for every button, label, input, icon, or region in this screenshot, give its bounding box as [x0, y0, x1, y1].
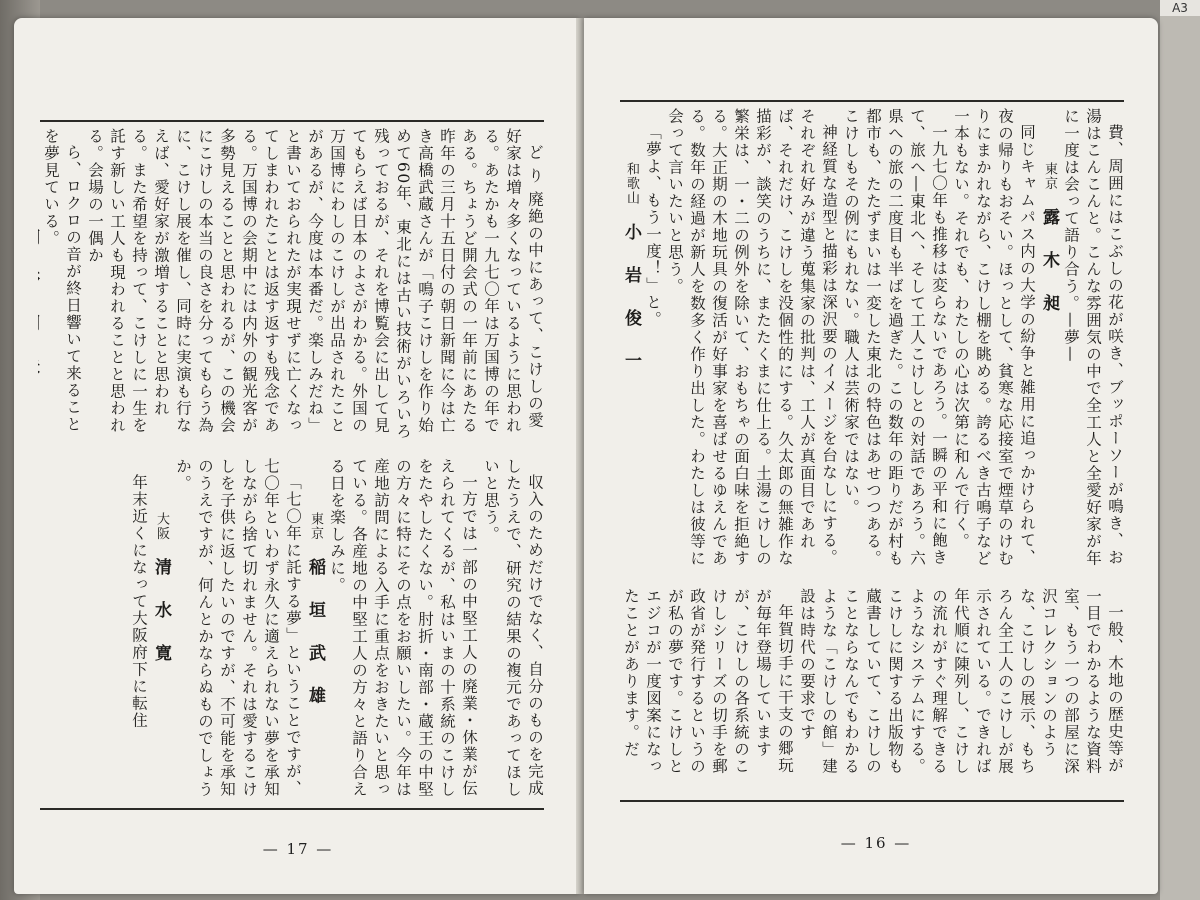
essay-paragraph: 一方では一部の中堅工人の廃業・休業が伝えられてくるが、私はいまの十系統のこけしをたやしたくない。肘折・南部・蔵王の中堅の方々に特にその点をお願いしたい。今年は産地訪問による入手に重点をおきたいと思っている。各産地の中堅工人の方々と語り合える日を楽しみに。 [328, 458, 478, 798]
author-name [38, 211, 39, 384]
right-page-text-lower [620, 588, 1126, 788]
author-name: 露 木 昶 [1039, 208, 1059, 322]
essay-paragraph: 費、周囲にはこぶしの花が咲き、ブッポーソーが鳴き、お湯はこんこんと。こんな雰囲気の中で全工人と全愛好家が年に一度は会って語り合う。—夢— [1062, 108, 1124, 567]
author-place: 東京 [308, 512, 323, 542]
author-place: 大阪 [154, 512, 169, 542]
essay-paragraph: 年末近くになって大阪府下に転住 [130, 473, 148, 729]
author-byline [150, 458, 172, 798]
left-page-top-rule [40, 120, 544, 122]
left-page-bottom-rule [40, 808, 544, 810]
right-page-top-rule [620, 100, 1124, 102]
page-number-16: — 16 — [840, 834, 912, 852]
essay-paragraph: 「夢よ、もう一度！」と。 [644, 123, 662, 328]
essay-paragraph: 同じキャムパス内の大学の紛争と雑用に追っかけられて、夜の帰りもおそい。ほっとして、貧寒な応接室で煙草のけむりにまかれながら、こけし棚を眺める。誇るべき古鳴子など一本もない。それでも、わたしの心は次第に和んで行く。 [952, 108, 1036, 567]
essay-paragraph: 神経質な造型と描彩は深沢要のイメージを台なしにする。それぞれ好みが違う蒐集家の批判は、工人が真面目であれば、それだけ、こけしを没個性的にする。久太郎の無雑作な描彩が、談笑のうちに、またたくまに仕上る。土湯こけしの繁栄は、一・二の例外を除いて、おもちゃの面白味を拒絶する。大正期の木地玩具の復活が好事家を喜ばせるゆえんである。数年の経過が新人を数多く作り出した。わたしは彼等に会って言いたいと思う。 [666, 108, 838, 567]
author-name: 稲 垣 武 雄 [305, 558, 325, 715]
desk-background-right [1160, 0, 1200, 900]
right-page [584, 18, 1158, 894]
left-page-text-upper [38, 128, 546, 444]
author-place: 東京 [1042, 162, 1057, 192]
author-name: 小 岩 俊 一 [621, 222, 641, 379]
page-number-17: — 17 — [262, 840, 334, 858]
author-name: 清 水 寛 [151, 558, 171, 672]
author-byline [620, 108, 642, 578]
corner-label: A3 [1160, 0, 1200, 16]
essay-paragraph: ら、ロクロの音が終日響いて来ることを夢見ている。 [42, 128, 82, 433]
right-page-bottom-rule [620, 800, 1124, 802]
author-place: 和歌山 [624, 162, 639, 206]
essay-paragraph: 一般、木地の歴史等が一目でわかるような資料室、もう一つの部屋に深沢コレクションのような、こけしの展示、もちろん全工人のこけしが展示されている。できれば年代順に陳列し、こけしの流れがすぐ理解できるようなシステムにする。こけしに関する出版物も蔵書していて、こけしのことならなんでもわかるような「こけしの館」建設は時代の要求です [798, 588, 1124, 775]
right-page-text-upper [620, 108, 1126, 578]
essay-paragraph: 年賀切手に干支の郷玩が毎年登場していますが、こけしの各系統のこけしシリーズの切手を郵政省が発行するというのが私の夢です。こけしとエジコが一度図案になったことがあります。だ [622, 588, 794, 775]
essay-paragraph: 収入のためだけでなく、自分のものを完成したうえで、研究の結果の複元であってほしいと思う。 [482, 458, 544, 798]
author-byline [1038, 108, 1060, 578]
left-page [14, 18, 580, 894]
essay-paragraph: ど り 廃絶の中にあって、こけしの愛好家は増々多くなっているように思われる。あたかも一九七〇年は万国博の年である。ちょうど開会式の一年前にあたる昨年の三月十五日付の朝日新聞に今は亡き高橋武蔵さんが「鳴子こけしを作り始めて60年、東北には古い技術がいろいろ残っておるが、それを博覧会に出して見てもらえば日本のよさがわかる。外国の万国博にわしのこけしが出品されたことがあるが、今度は本番だ。楽しみだね」と書いておられたが実現せずに亡くなってしまわれたことは返す返すも残念である。万国博の会期中には内外の観光客が多勢見えることと思われるが、この機会にこけしの本当の良さを分ってもらう為に、こけし展を催し、同時に実演も行なえば、愛好家が激増することと思われる。また希望を持って、こけしに一生を託す新しい工人も現われることと思われる。会場の一偶か [86, 128, 544, 440]
author-byline [304, 458, 326, 798]
left-page-text-lower [38, 458, 546, 798]
essay-paragraph: 一九七〇年も推移は変らないであろう。一瞬の平和に飽きて、旅へ―東北へ、そして工人こけしとの対話であろう。六県への旅の二度目も半ばを過ぎた。この数年の距りだが村も都市も、たたずまいは一変した東北の特色はあせつつある。こけしもその例にもれない。職人は芸術家ではない。 [842, 108, 948, 567]
essay-paragraph: 「七〇年に託する夢」ということですが、七〇年といわず永久に適えられない夢を承知しながら捨て切れません。それは愛するこけしを子供に返したいのですが、不可能を承知のうえですが、何んとかならぬものでしょうか。 [174, 458, 302, 798]
